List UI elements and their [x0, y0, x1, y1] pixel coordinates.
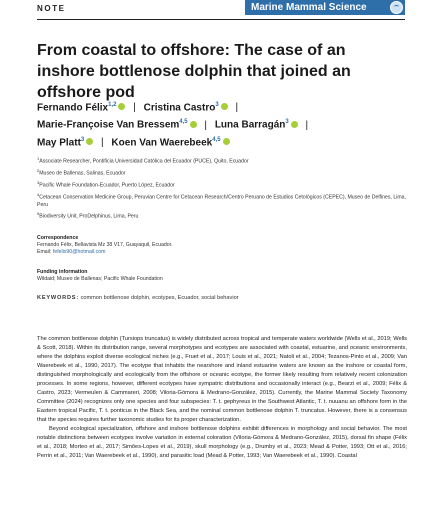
- author-affil: 4,5: [212, 136, 221, 143]
- orcid-icon[interactable]: [86, 138, 93, 145]
- author-affil: 3: [215, 102, 219, 108]
- correspondence-email-line: [37, 249, 407, 256]
- affiliation-number: 4: [37, 192, 40, 198]
- email-label: Email:: [37, 248, 52, 255]
- affiliation-number: 3: [37, 180, 40, 186]
- author-affil: 3: [285, 119, 289, 126]
- author-list: [37, 98, 407, 150]
- affiliation-text: Pacific Whale Foundation-Ecuador, Puerto López, Ecuador: [39, 182, 175, 189]
- affiliation-item: [37, 192, 409, 208]
- journal-name: Marine Mammal Science: [251, 2, 367, 13]
- author-separator: |: [204, 119, 208, 131]
- author-line-3: [37, 133, 407, 150]
- journal-banner[interactable]: [245, 0, 405, 15]
- correspondence-heading: Correspondence: [37, 235, 79, 241]
- funding-block: [37, 269, 407, 283]
- author-line-1: [37, 98, 407, 115]
- author-affil: 4,5: [179, 119, 188, 126]
- affiliation-item: [37, 156, 409, 166]
- funding-heading: Funding information: [37, 269, 88, 275]
- article-body: [37, 335, 407, 461]
- affiliation-item: [37, 180, 409, 190]
- correspondence-block: [37, 235, 407, 255]
- orcid-icon[interactable]: [291, 121, 298, 128]
- orcid-icon[interactable]: [190, 121, 197, 128]
- orcid-icon[interactable]: [223, 138, 230, 145]
- affiliation-number: 5: [37, 211, 40, 217]
- keywords-block: [37, 295, 407, 302]
- author-separator: |: [235, 102, 239, 114]
- body-paragraph-1: The common bottlenose dolphin (Tursiops truncatus) is widely distributed across tropical and temperate waters worldwide (Wells et al., 2019; Wells & Scott, 2018). Within its distribution range, several morphotypes and ecotypes are associated with coastal, estuarine, and oceanic environments, where the dolphins exploit diverse ecological niches (e.g., Fruet et al., 2017; Louis et al., 2021; Natoli et al., 2004; Tezanos-Pinto et al., 2009; Van Waerebeek et al., 1990, 2017). The ecotype that inhabits the nearshore and inland estuarine waters are known as the inshore or coastal form, distinguished morphologically and ecologically from the offshore or oceanic ecotype, the former likely resulting from relatively recent colonization processes. In some regions, however, different ecotypes have sympatric distributions and occasionally interact (e.g., Bearzi et al., 2009; Félix & Castro, 2023; Vermeulen & Cammareri, 2008; Viloria-Gómora & Medrano-González, 2015). Currently, the Marine Mammal Society Taxonomy Committee (2024) recognizes only one species and four subspecies: T. t. gephyreus in the Southwest Atlantic, T. t. nuuanu an offshore form in the Eastern tropical Pacific, T. t. ponticus in the Black Sea, and the nominal common bottlenose dolphin T. truncatus. However, there is a consensus that the species requires further taxonomic studies for its proper characterization.: [37, 336, 407, 423]
- affiliation-item: [37, 168, 409, 178]
- author-separator: |: [101, 136, 104, 148]
- author-separator: |: [133, 102, 136, 114]
- header-rule: [37, 19, 405, 20]
- author-separator: |: [305, 119, 309, 131]
- keywords-text: common bottlenose dolphin, ecotypes, Ecuador, social behavior: [80, 295, 239, 301]
- affiliation-list: [37, 156, 409, 223]
- email-link[interactable]: fefelix90@hotmail.com: [52, 248, 106, 255]
- keywords-label: KEYWORDS:: [37, 295, 80, 301]
- orcid-icon[interactable]: [221, 103, 228, 110]
- body-paragraph-2: Beyond ecological specialization, offshore and inshore bottlenose dolphins exhibit differences in morphology and social behavior. The most notable distinctions between ecotypes involve variation in external coloration (Viloria-Gómora & Medrano-González, 2015), dorsal fin shape (Félix et al., 2018; Morteo et al., 2017; Simões-Lopes et al., 2019), skull morphology (e.g., Drumby et al., 2023; Mead & Potter, 1993; Ott et al., 2016; Perrin et al., 2011; Van Waerebeek et al., 1990), and parasitic load (Mead & Potter, 1993; Van Waerebeek et al., 1990). Coastal: [37, 426, 407, 459]
- affiliation-number: 1: [37, 156, 40, 161]
- correspondence-address: Fernando Félix, Bellavista Mz 38 V17, Guayaquil, Ecuador.: [37, 241, 173, 248]
- affiliation-number: 2: [37, 168, 40, 174]
- orcid-icon[interactable]: [118, 103, 125, 110]
- article-title: From coastal to offshore: The case of an inshore bottlenose dolphin that joined an offshore pod: [37, 42, 351, 101]
- affiliation-text: Biodiversity Unit, ProDelphinus, Lima, Peru: [39, 214, 139, 221]
- author-name[interactable]: Marie-Françoise Van Bressem: [37, 119, 180, 131]
- author-line-2: [37, 115, 407, 132]
- author-name[interactable]: May Platt: [37, 136, 81, 148]
- author-name[interactable]: Fernando Félix: [37, 102, 109, 114]
- section-label: NOTE: [37, 4, 66, 13]
- affiliation-text: Associate Researcher, Pontificia Universidad Católica del Ecuador (PUCE), Quito, Ecuador: [39, 158, 249, 165]
- author-name[interactable]: Koen Van Waerebeek: [111, 136, 213, 148]
- author-affil: 1,2: [108, 102, 117, 108]
- affiliation-text: Museo de Ballenas, Salinas, Ecuador: [39, 170, 126, 177]
- affiliation-item: [37, 211, 409, 221]
- author-name[interactable]: Cristina Castro: [143, 102, 216, 114]
- author-name[interactable]: Luna Barragán: [214, 119, 286, 131]
- journal-logo-icon: [390, 1, 403, 14]
- author-affil: 3: [80, 136, 85, 143]
- funding-text: Wildaid; Museo de Ballenas; Pacific Whale Foundation: [37, 275, 163, 282]
- affiliation-text: Cetacean Conservation Medicine Group, Peruvian Centre for Cetacean Research/Centro Peruano de Estudios Cetológicos (CEPEC), Museo de Delfines, Lima, Peru: [37, 195, 407, 208]
